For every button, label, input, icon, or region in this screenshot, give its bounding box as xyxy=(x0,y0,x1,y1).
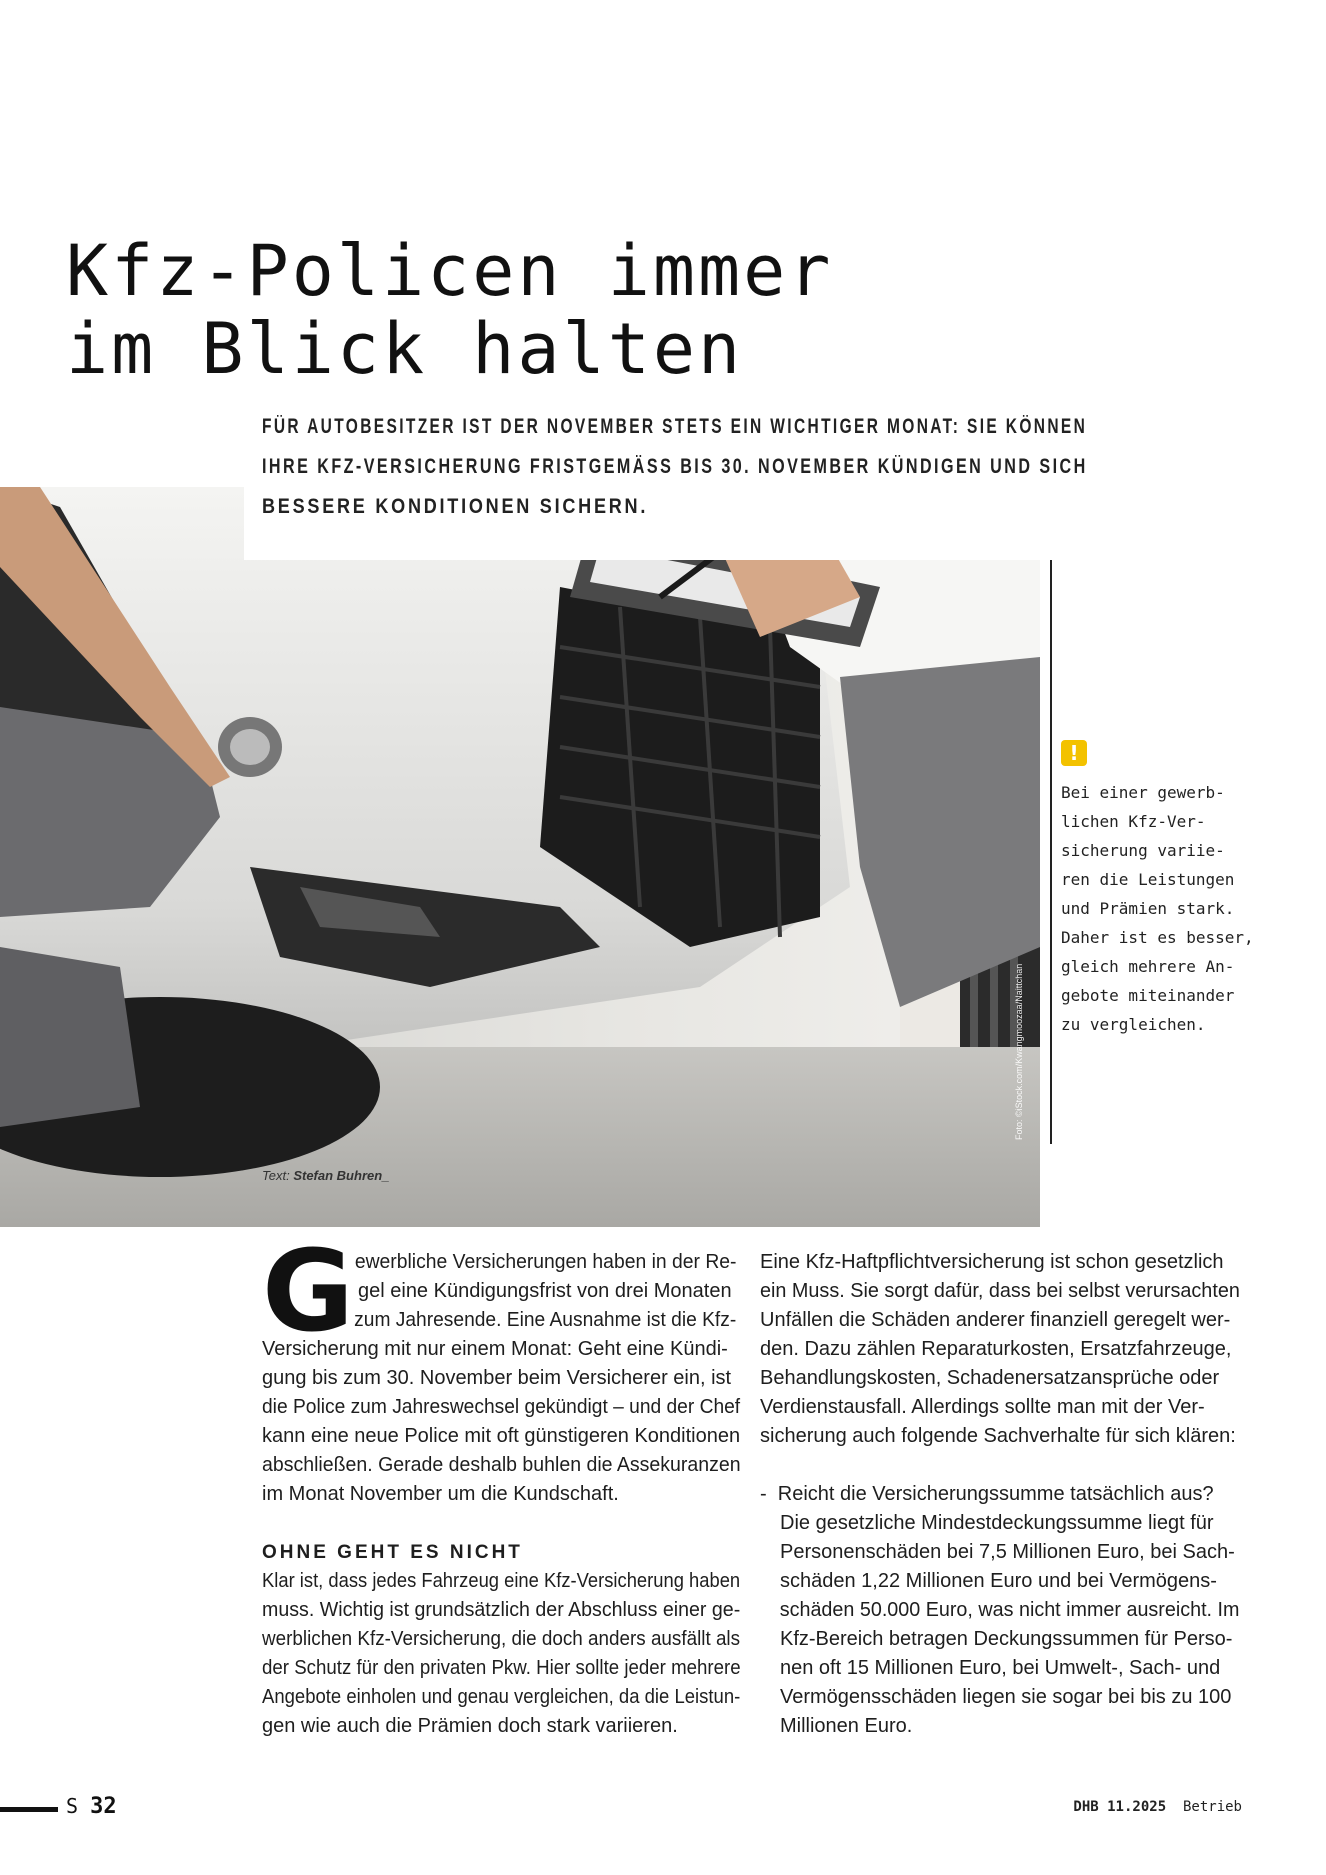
body-line: Eine Kfz-Haftpflichtversicherung ist schon gesetzlich xyxy=(760,1251,1224,1273)
body-line: Behandlungskosten, Schadenersatzansprüche oder xyxy=(760,1367,1220,1389)
lead-line: BESSERE KONDITIONEN SICHERN. xyxy=(262,495,649,518)
bullet-marker: - xyxy=(760,1483,767,1505)
bullet-line: Personenschäden bei 7,5 Millionen Euro, bei Sach- xyxy=(780,1541,1235,1563)
page-prefix: S xyxy=(66,1794,79,1818)
note-line: lichen Kfz-Ver- xyxy=(1061,812,1206,831)
body-line: der Schutz für den privaten Pkw. Hier sollte jeder mehrere xyxy=(262,1657,741,1679)
body-line: die Police zum Jahreswechsel gekündigt – und der Chef xyxy=(262,1396,741,1418)
body-line: im Monat November um die Kundschaft. xyxy=(262,1483,619,1505)
sidebar-rule xyxy=(1050,560,1052,1144)
byline xyxy=(262,1168,389,1183)
bullet-line: schäden 1,22 Millionen Euro und bei Vermögens- xyxy=(780,1570,1217,1592)
lead-line: IHRE KFZ-VERSICHERUNG FRISTGEMÄSS BIS 30. NOVEMBER KÜNDIGEN UND SICH xyxy=(262,455,1088,478)
footer-bar xyxy=(0,1807,58,1812)
lead-paragraph xyxy=(262,407,1088,527)
car-photo-illustration xyxy=(0,487,1040,1227)
body-column-right xyxy=(760,1248,1240,1741)
issue-info xyxy=(1073,1799,1242,1815)
section-label: Betrieb xyxy=(1182,1799,1242,1815)
body-line: ein Muss. Sie sorgt dafür, dass bei selbst verursachten xyxy=(760,1280,1240,1302)
photo-credit: Foto: ©iStock.com/Kwangmoozaa/Naittchan xyxy=(1014,963,1024,1140)
sidebar-note xyxy=(1061,778,1271,1039)
body-line: kann eine neue Police mit oft günstigeren Konditionen xyxy=(262,1425,741,1447)
byline-label: Text: xyxy=(262,1168,294,1183)
body-line: Verdienstausfall. Allerdings sollte man mit der Ver- xyxy=(760,1396,1205,1418)
page-number xyxy=(66,1794,117,1819)
body-line: werblichen Kfz-Versicherung, die doch anders ausfällt als xyxy=(262,1628,741,1650)
note-line: gebote miteinander xyxy=(1061,986,1235,1005)
byline-author: Stefan Buhren_ xyxy=(293,1168,390,1183)
body-line: Versicherung mit nur einem Monat: Geht eine Kündi- xyxy=(262,1338,728,1360)
bullet-line: Kfz-Bereich betragen Deckungssummen für Perso- xyxy=(780,1628,1233,1650)
note-line: zu vergleichen. xyxy=(1061,1015,1206,1034)
lead-line: FÜR AUTOBESITZER IST DER NOVEMBER STETS EIN WICHTIGER MONAT: SIE KÖNNEN xyxy=(262,415,1088,438)
car-photo xyxy=(0,487,1040,1227)
headline-line: Kfz-Policen immer xyxy=(66,230,834,312)
page-number-value: 32 xyxy=(90,1794,117,1819)
exclamation-icon: ! xyxy=(1061,740,1087,766)
bullet-line: schäden 50.000 Euro, was nicht immer ausreicht. Im xyxy=(779,1599,1240,1621)
body-line: sicherung auch folgende Sachverhalte für sich klären: xyxy=(760,1425,1236,1447)
bullet-line: Millionen Euro. xyxy=(780,1715,913,1737)
drop-cap: G xyxy=(262,1227,350,1357)
note-line: Daher ist es besser, xyxy=(1061,928,1254,947)
bullet-line: Vermögensschäden liegen sie sogar bei bis zu 100 xyxy=(780,1686,1232,1708)
body-line: ewerbliche Versicherungen haben in der Re- xyxy=(354,1251,737,1273)
body-line: gung bis zum 30. November beim Versicherer ein, ist xyxy=(262,1367,732,1389)
headline-line: im Blick halten xyxy=(66,308,744,390)
bullet-line: Die gesetzliche Mindestdeckungssumme liegt für xyxy=(780,1512,1214,1534)
body-line: den. Dazu zählen Reparaturkosten, Ersatzfahrzeuge, xyxy=(760,1338,1232,1360)
note-line: Bei einer gewerb- xyxy=(1061,783,1225,802)
body-column-left xyxy=(262,1227,741,1741)
note-line: und Prämien stark. xyxy=(1061,899,1235,918)
body-line: muss. Wichtig ist grundsätzlich der Abschluss einer ge- xyxy=(262,1599,741,1621)
body-line: Klar ist, dass jedes Fahrzeug eine Kfz-Versicherung haben xyxy=(262,1570,741,1592)
body-line: gel eine Kündigungsfrist von drei Monaten xyxy=(358,1280,732,1302)
paragraph-gap xyxy=(760,1451,1240,1480)
body-line: gen wie auch die Prämien doch stark variieren. xyxy=(262,1715,678,1737)
body-line: Angebote einholen und genau vergleichen, da die Leistun- xyxy=(262,1686,741,1708)
body-line: abschließen. Gerade deshalb buhlen die Assekuranzen xyxy=(262,1454,741,1476)
note-line: ren die Leistungen xyxy=(1061,870,1235,889)
note-line: gleich mehrere An- xyxy=(1061,957,1235,976)
note-line: sicherung variie- xyxy=(1061,841,1225,860)
bullet-line xyxy=(760,1480,1240,1509)
headline xyxy=(66,232,966,388)
issue-label: DHB 11.2025 xyxy=(1073,1799,1167,1815)
bullet-line: nen oft 15 Millionen Euro, bei Umwelt-, Sach- und xyxy=(780,1657,1221,1679)
section-subhead: OHNE GEHT ES NICHT xyxy=(262,1542,523,1563)
body-line: Unfällen die Schäden anderer finanziell geregelt wer- xyxy=(760,1309,1231,1331)
body-line: zum Jahresende. Eine Ausnahme ist die Kfz- xyxy=(354,1309,737,1331)
bullet-text: Reicht die Versicherungssumme tatsächlich aus? xyxy=(777,1483,1214,1505)
